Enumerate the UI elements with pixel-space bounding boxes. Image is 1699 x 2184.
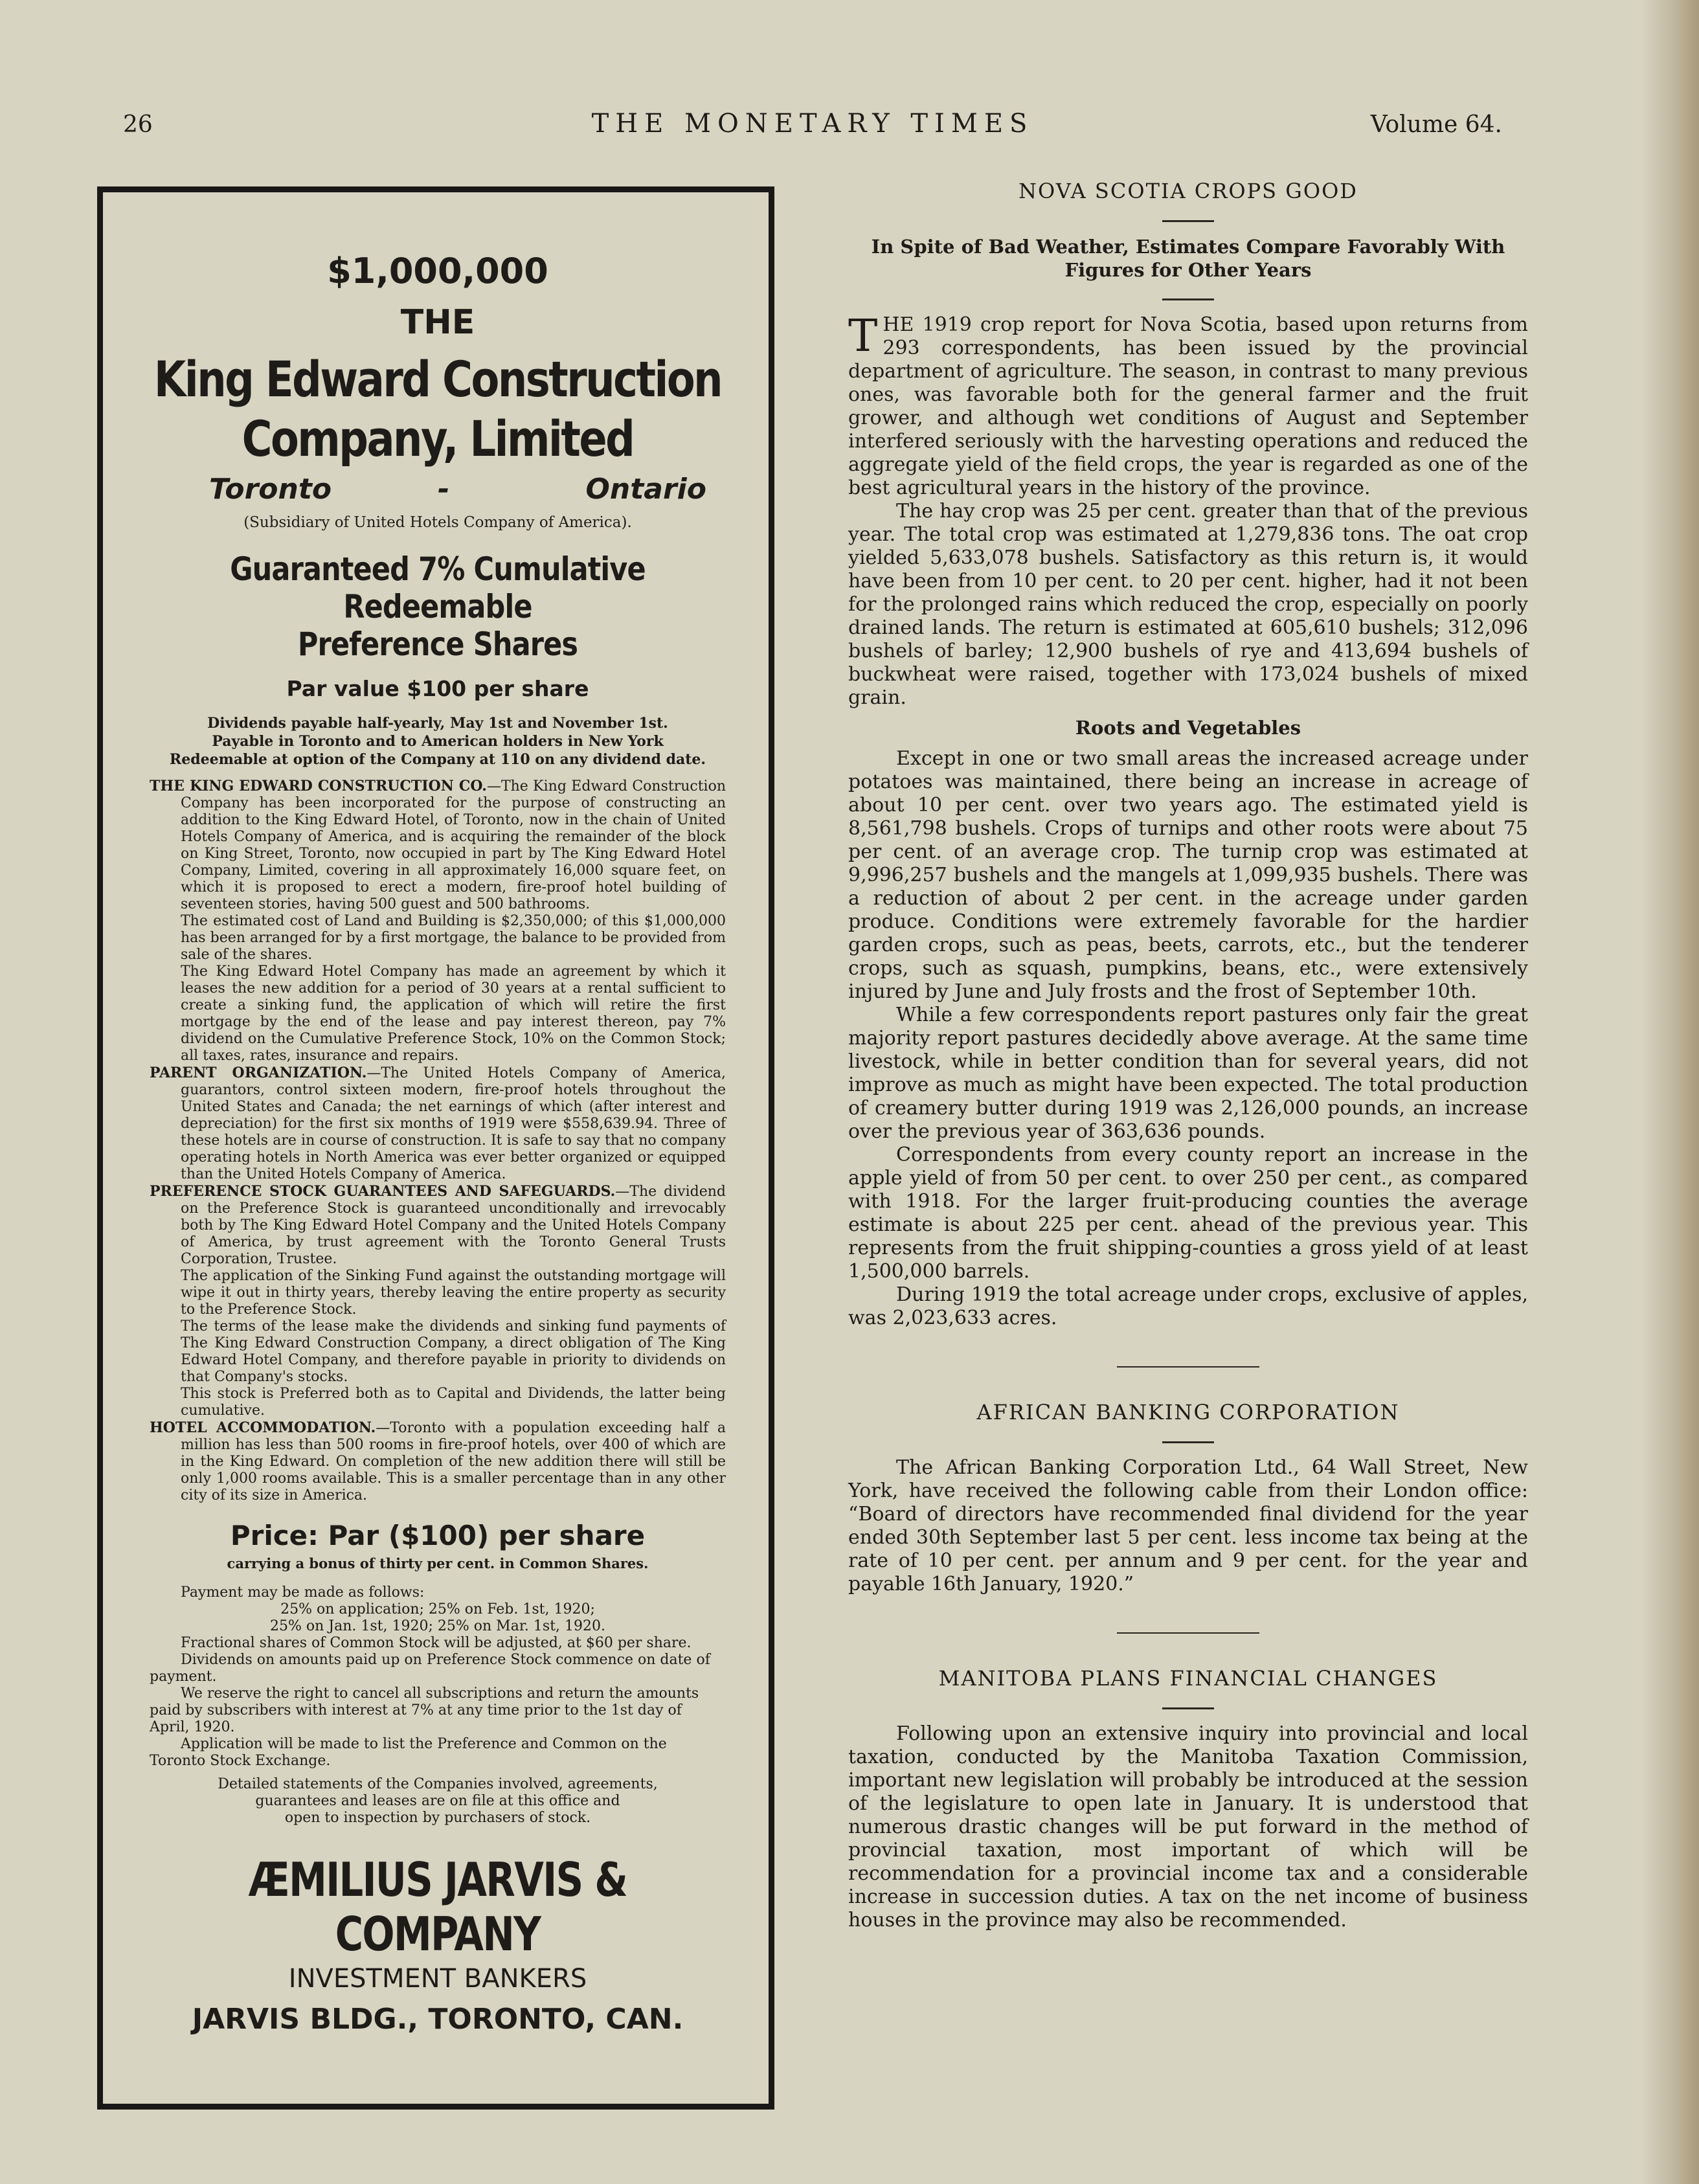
ad-payment-note: Application will be made to list the Preference and Common on the Toronto Stock Exchange.	[150, 1736, 667, 1769]
article-paragraph	[848, 313, 1528, 500]
article-title-manitoba: MANITOBA PLANS FINANCIAL CHANGES	[938, 1666, 1438, 1691]
ad-section-guarantees	[150, 1183, 726, 1268]
ad-paragraph: The King Edward Hotel Company has made an agreement by which it leases the new addition for a period of 30 years at a rental sufficient to create a sinking fund, the application of which will retire the first mortgage by the end of the lease and pay interest thereon, pay 7% dividend on the Cumulative Preference Stock, 10% on the Common Stock; all taxes, rates, insurance and repairs.	[181, 963, 726, 1064]
ad-section-title: PREFERENCE STOCK GUARANTEES AND SAFEGUARDS.	[150, 1183, 616, 1200]
ad-company-line2: Company, Limited	[242, 410, 634, 467]
ad-city-left: Toronto	[209, 473, 332, 506]
ad-detail-note	[150, 1776, 726, 1827]
ad-payment-note: Fractional shares of Common Stock will be adjusted, at $60 per share.	[181, 1635, 692, 1651]
ad-payment-note: Dividends on amounts paid up on Preference Stock commence on date of payment.	[150, 1652, 710, 1685]
page-edge-shadow	[1641, 0, 1699, 2184]
ad-detail-line: guarantees and leases are on file at this office and	[255, 1793, 620, 1809]
article-subhead: In Spite of Bad Weather, Estimates Compare Favorably With Figures for Other Years	[871, 236, 1505, 281]
article-body-nova-scotia	[848, 313, 1528, 1330]
ad-section-parent	[150, 1064, 726, 1183]
ad-dividends-note	[150, 714, 726, 769]
article-divider	[1117, 1632, 1259, 1634]
page-header	[123, 109, 1502, 148]
ad-section-text: —The dividend on the Preference Stock is guaranteed unconditionally and irrevocably both by The King Edward Hotel Company and the United Hotels Company of America, by trust agreement with the Toronto General Trusts Corporation, Trustee.	[181, 1184, 726, 1267]
short-rule	[1162, 1441, 1214, 1443]
ad-location	[150, 473, 726, 509]
article-title-nova-scotia: NOVA SCOTIA CROPS GOOD	[1018, 179, 1358, 203]
ad-body	[150, 778, 726, 1504]
ad-section-text: —The King Edward Construction Company has been incorporated for the purpose of constructing an addition to the King Edward Hotel, of Toronto, now in the chain of United Hotels Company of America, and is acquiring the remainder of the block on King Street, Toronto, now occupied in part by The King Edward Hotel Company, Limited, covering in all approximately 16,000 square feet, on which it is proposed to erect a modern, fire-proof hotel building of seventeen stories, having 500 guest and 500 bathrooms.	[181, 778, 726, 912]
short-rule	[1162, 1707, 1214, 1709]
ad-par-value: Par value $100 per share	[286, 676, 589, 701]
ad-firm-address: JARVIS BLDG., TORONTO, CAN.	[192, 2003, 684, 2036]
ad-payment-intro: Payment may be made as follows:	[181, 1584, 425, 1601]
ad-detail-line: open to inspection by purchasers of stock.	[284, 1810, 591, 1826]
ad-section-title: PARENT ORGANIZATION.	[150, 1064, 367, 1081]
article-paragraph-text: HE 1919 crop report for Nova Scotia, based upon returns from 293 correspondents, has been issued by the provincial department of agriculture. The season, in contrast to many previous ones, was favorable both for the general farmer and the fruit grower, and although wet conditions of August and September interfered seriously with the harvesting operations and reduced the aggregate yield of the field crops, the year is regarded as one of the best agricultural years in the history of the province.	[848, 313, 1528, 499]
article-divider	[1117, 1366, 1259, 1368]
ad-section-title: HOTEL ACCOMMODATION.	[150, 1419, 376, 1436]
ad-city-dash: -	[438, 473, 450, 506]
article-paragraph: The hay crop was 25 per cent. greater than that of the previous year. The total crop was estimated at 1,279,836 tons. The oat crop yielded 5,633,078 bushels. Satisfactory as this return is, it would have been from 10 per cent. to 20 per cent. higher, had it not been for the prolonged rains which reduced the crop, especially on poorly drained lands. The return is estimated at 605,610 bushels; 312,096 bushels of barley; 12,900 bushels of rye and 413,694 bushels of buckwheat were raised, together with 173,024 bushels of mixed grain.	[848, 500, 1528, 709]
publication-title: THE MONETARY TIMES	[591, 109, 1034, 139]
ad-paragraph: The application of the Sinking Fund against the outstanding mortgage will wipe it out in thirty years, thereby leaving the entire property as security to the Preference Stock.	[181, 1268, 726, 1318]
volume-label: Volume 64.	[1370, 111, 1502, 138]
ad-subsidiary: (Subsidiary of United Hotels Company of America).	[243, 514, 632, 531]
ad-payment-line: 25% on application; 25% on Feb. 1st, 1920;	[280, 1601, 595, 1617]
ad-company-name	[152, 350, 723, 469]
ad-dividends-line3: Redeemable at option of the Company at 110 on any dividend date.	[169, 751, 706, 768]
ad-guarantee-heading	[157, 550, 719, 663]
ad-firm-name: ÆMILIUS JARVIS & COMPANY	[248, 1852, 627, 1961]
article-body-manitoba	[848, 1722, 1528, 1932]
ad-amount: $1,000,000	[327, 251, 548, 291]
ad-firm-subtitle: INVESTMENT BANKERS	[288, 1964, 587, 1994]
ad-detail-line: Detailed statements of the Companies involved, agreements,	[218, 1776, 658, 1792]
ad-section-title: THE KING EDWARD CONSTRUCTION CO.	[150, 778, 487, 794]
article-paragraph: While a few correspondents report pastures only fair the great majority report pastures decidedly above average. At the same time livestock, while in better condition than for several years, did not improve as much as might have been expected. The total production of creamery butter during 1919 was 2,126,000 pounds, an increase over the previous year of 363,636 pounds.	[848, 1004, 1528, 1143]
ad-price: Price: Par ($100) per share	[230, 1520, 646, 1551]
article-paragraph: Following upon an extensive inquiry into provincial and local taxation, conducted by the Manitoba Taxation Commission, important new legislation will probably be introduced at the session of the legislature to open late in January. It is understood that numerous drastic changes will be put forward in the method of provincial taxation, most important of which will be recommendation for a provincial income tax and a considerable increase in succession duties. A tax on the net income of business houses in the province may also be recommended.	[848, 1722, 1528, 1931]
article-paragraph: Correspondents from every county report an increase in the apple yield of from 50 per cent. to over 250 per cent., as compared with 1918. For the larger fruit-producing counties the average estimate is about 225 per cent. ahead of the previous year. This represents from the fruit shipping-counties a gross yield of at least 1,500,000 barrels.	[848, 1143, 1528, 1283]
section-heading: Roots and Vegetables	[1075, 717, 1301, 739]
ad-guarantee-line2: Preference Shares	[297, 625, 578, 663]
ad-section-text: —Toronto with a population exceeding half a million has less than 500 rooms in fire-proof hotels, over 400 of which are in the King Edward. On completion of the new addition there will still be only 1,000 rooms available. This is a smaller percentage than in any other city of its size in America.	[181, 1420, 726, 1503]
ad-city-right: Ontario	[585, 473, 706, 506]
page-number: 26	[123, 111, 153, 138]
ad-company-line1: King Edward Construction	[153, 350, 722, 408]
ad-dividends-line1: Dividends payable half-yearly, May 1st and November 1st.	[207, 715, 668, 732]
ad-paragraph: The estimated cost of Land and Building is $2,350,000; of this $1,000,000 has been arranged for by a first mortgage, the balance to be provided from sale of the shares.	[181, 913, 726, 963]
ad-payment-line: 25% on Jan. 1st, 1920; 25% on Mar. 1st, 1920.	[269, 1618, 606, 1634]
ad-paragraph: This stock is Preferred both as to Capital and Dividends, the latter being cumulative.	[181, 1386, 726, 1419]
ad-the: THE	[400, 303, 475, 342]
advertisement-box	[97, 186, 774, 2110]
ad-paragraph: The terms of the lease make the dividends and sinking fund payments of The King Edward Construction Company, a direct obligation of The King Edward Hotel Company, and therefore payable in priority to dividends on that Company's stocks.	[181, 1318, 726, 1385]
short-rule	[1162, 298, 1214, 300]
short-rule	[1162, 220, 1214, 222]
ad-payment-terms	[150, 1584, 726, 1770]
drop-cap: T	[848, 311, 878, 362]
ad-payment-note: We reserve the right to cancel all subscriptions and return the amounts paid by subscribers with interest at 7% at any time prior to the 1st day of April, 1920.	[150, 1685, 699, 1735]
ad-guarantee-line1: Guaranteed 7% Cumulative Redeemable	[230, 550, 646, 625]
article-column	[848, 179, 1528, 1932]
ad-section-construction	[150, 778, 726, 913]
ad-bonus: carrying a bonus of thirty per cent. in Common Shares.	[227, 1555, 649, 1571]
article-paragraph: Except in one or two small areas the increased acreage under potatoes was maintained, there being an increase in acreage of about 10 per cent. over two years ago. The estimated yield is 8,561,798 bushels. Crops of turnips and other roots were about 75 per cent. of an average crop. The turnip crop was estimated at 9,996,257 bushels and the mangels at 1,099,935 bushels. There was a reduction of about 2 per cent. in the acreage under garden produce. Conditions were extremely favorable for the hardier garden crops, such as peas, beets, carrots, etc., but the tenderer crops, such as squash, pumpkins, beans, etc., were extensively injured by June and July frosts and the frost of September 10th.	[848, 747, 1528, 1003]
article-paragraph: The African Banking Corporation Ltd., 64 Wall Street, New York, have received the following cable from their London office: “Board of directors have recommended final dividend for the year ended 30th September last 5 per cent. less income tax being at the rate of 10 per cent. per annum and 9 per cent. for the year and payable 16th January, 1920.”	[848, 1456, 1528, 1595]
article-body-african-banking	[848, 1456, 1528, 1596]
article-title-african-banking: AFRICAN BANKING CORPORATION	[976, 1400, 1400, 1424]
ad-dividends-line2: Payable in Toronto and to American holders in New York	[212, 733, 664, 750]
article-paragraph: During 1919 the total acreage under crops, exclusive of apples, was 2,023,633 acres.	[848, 1283, 1528, 1329]
ad-section-hotel	[150, 1419, 726, 1504]
ad-section-text: —The United Hotels Company of America, guarantors, control sixteen modern, fire-proof hotels throughout the United States and Canada; the net earnings of which (after interest and depreciation) for the first six months of 1919 were $558,639.94. Three of these hotels are in course of construction. It is safe to say that no company operating hotels in North America was ever better organized or equipped than the United Hotels Company of America.	[181, 1065, 726, 1182]
